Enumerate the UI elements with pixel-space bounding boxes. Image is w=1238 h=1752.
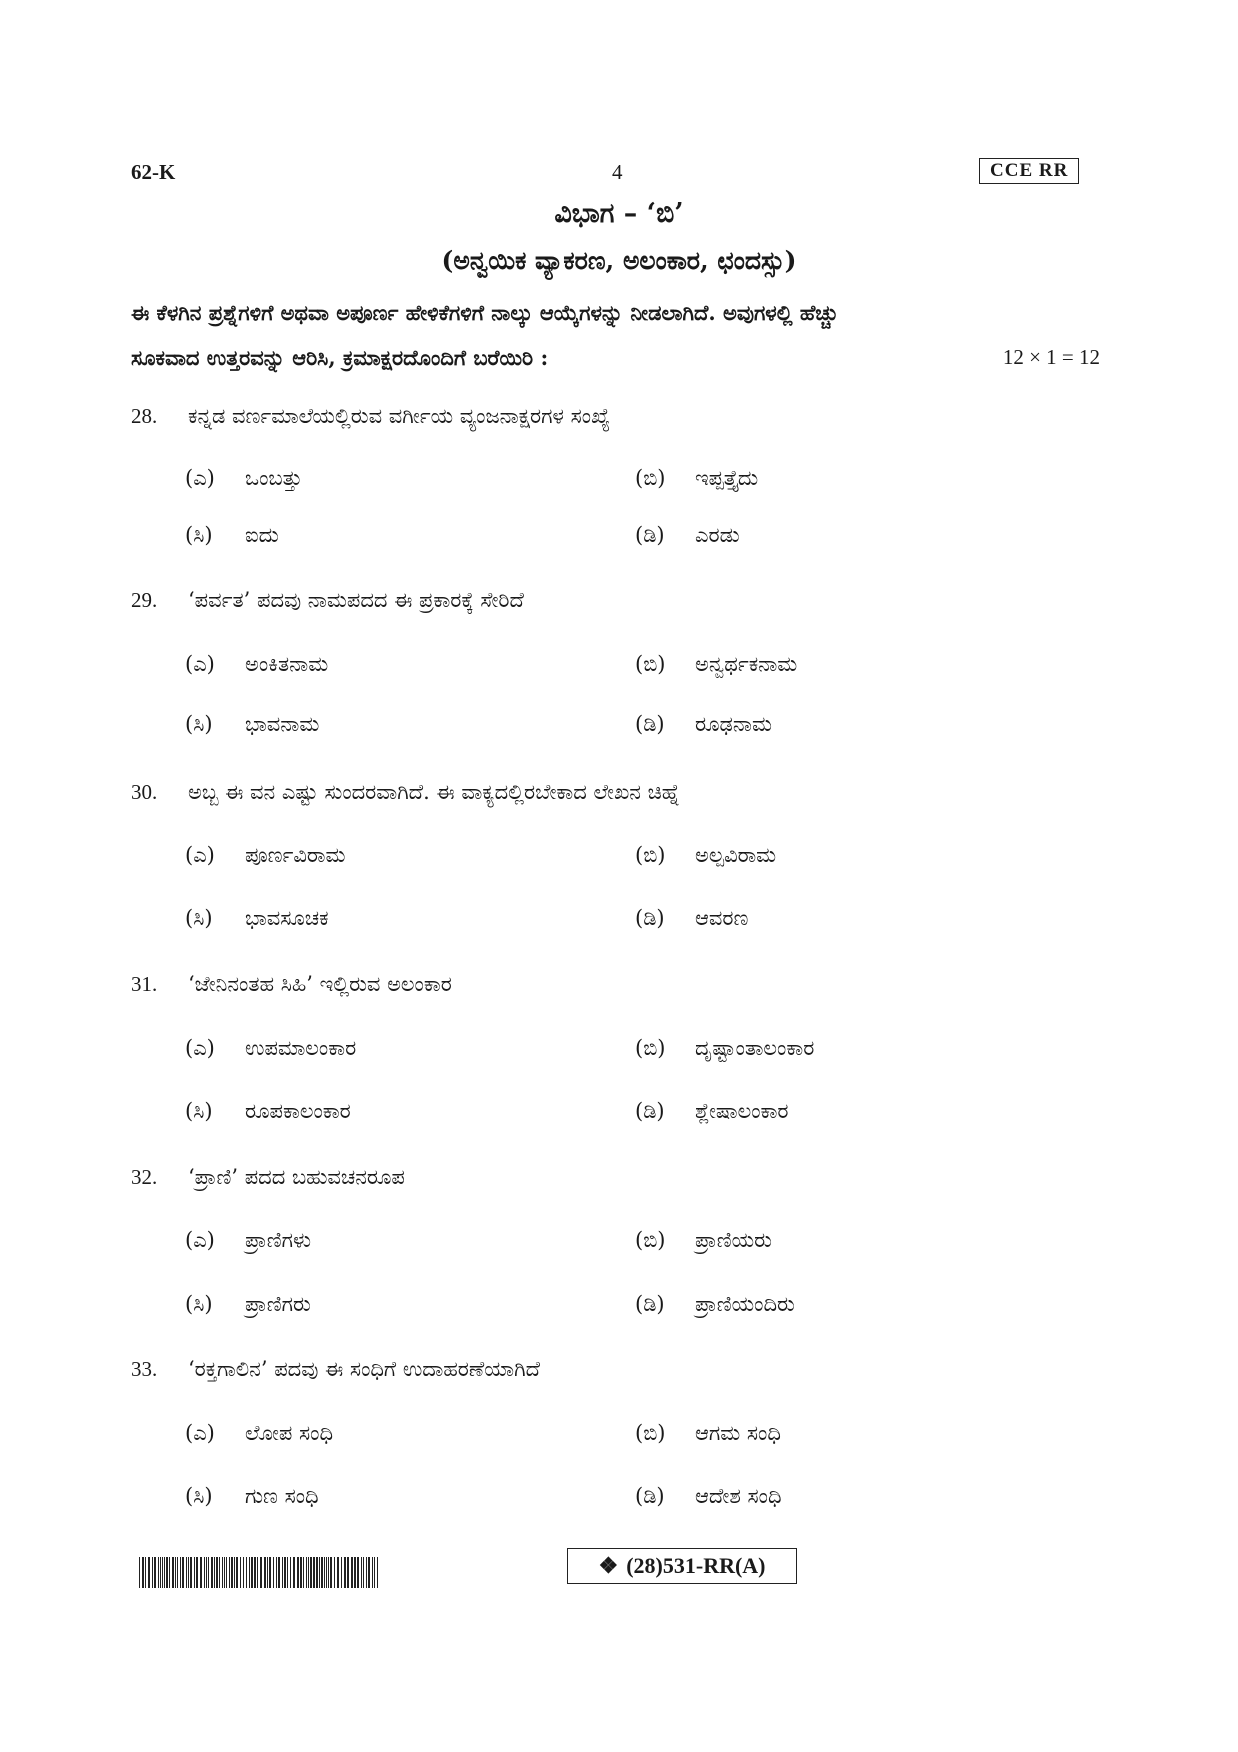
- option-text: ಐದು: [245, 523, 279, 547]
- instruction-line-1: ಈ ಕೆಳಗಿನ ಪ್ರಶ್ನೆಗಳಿಗೆ ಅಥವಾ ಅಪೂರ್ಣ ಹೇಳಿಕೆಗಳಿಗೆ ನಾಲ್ಕು ಆಯ್ಕೆಗಳನ್ನು ನೀಡಲಾಗಿದೆ. ಅವುಗಳಲ್ಲಿ ಹೆಚ್ಚು: [131, 300, 839, 325]
- option-a: [185, 652, 328, 677]
- question-33: [131, 1357, 540, 1382]
- question-number: 31.: [131, 972, 158, 996]
- option-label: (ಸಿ): [185, 712, 213, 736]
- option-d: [635, 906, 748, 931]
- option-d: [635, 712, 772, 737]
- option-label: (ಬಿ): [635, 1036, 666, 1060]
- option-label: (ಬಿ): [635, 1228, 666, 1252]
- option-label: (ಬಿ): [635, 843, 666, 867]
- question-number: 33.: [131, 1357, 158, 1381]
- option-b: [635, 843, 776, 868]
- question-text: ‘ಜೇನಿನಂತಹ ಸಿಹಿ’ ಇಲ್ಲಿರುವ ಅಲಂಕಾರ: [188, 972, 452, 996]
- marks-allocation: 12 × 1 = 12: [1002, 345, 1100, 369]
- diamond-ornament-icon: ❖: [598, 1553, 619, 1578]
- question-text: ‘ಪ್ರಾಣಿ’ ಪದದ ಬಹುವಚನರೂಪ: [188, 1165, 405, 1189]
- option-text: ರೂಢನಾಮ: [695, 712, 772, 736]
- option-label: (ಸಿ): [185, 1292, 213, 1316]
- question-number: 29.: [131, 588, 158, 612]
- option-text: ರೂಪಕಾಲಂಕಾರ: [245, 1099, 351, 1123]
- question-text: ‘ರಕ್ತಗಾಲಿನ’ ಪದವು ಈ ಸಂಧಿಗೆ ಉದಾಹರಣೆಯಾಗಿದೆ: [188, 1357, 540, 1381]
- option-text: ಪ್ರಾಣಿಗರು: [245, 1292, 311, 1316]
- question-number: 32.: [131, 1165, 158, 1189]
- page-number: 4: [612, 160, 623, 184]
- option-text: ಅಂಕಿತನಾಮ: [245, 652, 329, 676]
- question-30: [131, 780, 680, 805]
- question-28: [131, 404, 610, 429]
- option-b: [635, 1421, 781, 1446]
- option-text: ಆದೇಶ ಸಂಧಿ: [695, 1484, 782, 1508]
- option-text: ಶ್ಲೇಷಾಲಂಕಾರ: [695, 1099, 789, 1123]
- option-c: [185, 1292, 311, 1317]
- option-text: ಒಂಬತ್ತು: [245, 466, 303, 490]
- option-label: (ಡಿ): [635, 906, 665, 930]
- section-subtitle: (ಅನ್ವಯಿಕ ವ್ಯಾಕರಣ, ಅಲಂಕಾರ, ಛಂದಸ್ಸು): [441, 246, 797, 275]
- option-label: (ಸಿ): [185, 906, 213, 930]
- option-a: [185, 1228, 311, 1253]
- option-text: ಪ್ರಾಣಿಯರು: [695, 1228, 772, 1252]
- barcode-icon: [139, 1557, 382, 1588]
- option-text: ಆಗಮ ಸಂಧಿ: [695, 1421, 781, 1445]
- instruction-line-2: ಸೂಕವಾದ ಉತ್ತರವನ್ನು ಆರಿಸಿ, ಕ್ರಮಾಕ್ಷರದೊಂದಿಗೆ ಬರೆಯಿರಿ :: [131, 345, 549, 370]
- option-d: [635, 1484, 782, 1509]
- question-29: [131, 588, 524, 613]
- option-text: ಪೂರ್ಣವಿರಾಮ: [245, 843, 346, 867]
- option-text: ಆವರಣ: [695, 906, 749, 930]
- option-c: [185, 906, 329, 931]
- option-a: [185, 1036, 356, 1061]
- option-text: ದೃಷ್ಟಾಂತಾಲಂಕಾರ: [695, 1036, 815, 1060]
- option-text: ಉಪಮಾಲಂಕಾರ: [245, 1036, 357, 1060]
- option-label: (ಡಿ): [635, 1292, 665, 1316]
- footer-code-box: [567, 1548, 797, 1584]
- option-text: ಅನ್ವರ್ಥಕನಾಮ: [695, 652, 798, 676]
- option-label: (ಎ): [185, 1228, 215, 1252]
- question-32: [131, 1165, 405, 1190]
- option-c: [185, 712, 319, 737]
- option-label: (ಡಿ): [635, 712, 665, 736]
- question-number: 28.: [131, 404, 158, 428]
- option-b: [635, 652, 797, 677]
- option-b: [635, 1036, 814, 1061]
- option-c: [185, 1484, 319, 1509]
- section-title: ವಿಭಾಗ – ‘ಬಿ’: [554, 198, 684, 229]
- option-c: [185, 523, 279, 548]
- option-text: ಇಪ್ಪತ್ತೈದು: [695, 466, 759, 490]
- option-a: [185, 843, 345, 868]
- option-text: ಗುಣ ಸಂಧಿ: [245, 1484, 319, 1508]
- option-label: (ಎ): [185, 1421, 215, 1445]
- option-b: [635, 466, 758, 491]
- option-label: (ಎ): [185, 466, 215, 490]
- option-a: [185, 1421, 333, 1446]
- option-label: (ಡಿ): [635, 523, 665, 547]
- option-label: (ಬಿ): [635, 652, 666, 676]
- option-text: ಪ್ರಾಣಿಗಳು: [245, 1228, 312, 1252]
- paper-code: 62-K: [131, 160, 176, 184]
- option-d: [635, 1292, 795, 1317]
- question-number: 30.: [131, 780, 158, 804]
- option-d: [635, 1099, 788, 1124]
- footer-code: (28)531-RR(A): [626, 1553, 766, 1578]
- option-label: (ಬಿ): [635, 466, 666, 490]
- option-label: (ಡಿ): [635, 1484, 665, 1508]
- option-label: (ಎ): [185, 652, 215, 676]
- option-text: ಭಾವಸೂಚಕ: [245, 906, 329, 930]
- option-text: ಲೋಪ ಸಂಧಿ: [245, 1421, 334, 1445]
- option-label: (ಸಿ): [185, 1099, 213, 1123]
- option-label: (ಎ): [185, 843, 215, 867]
- option-text: ಭಾವನಾಮ: [245, 712, 320, 736]
- option-text: ಪ್ರಾಣಿಯಂದಿರು: [695, 1292, 795, 1316]
- option-a: [185, 466, 302, 491]
- option-label: (ಎ): [185, 1036, 215, 1060]
- option-label: (ಡಿ): [635, 1099, 665, 1123]
- option-label: (ಸಿ): [185, 1484, 213, 1508]
- question-31: [131, 972, 452, 997]
- option-d: [635, 523, 740, 548]
- option-label: (ಬಿ): [635, 1421, 666, 1445]
- option-text: ಅಲ್ಪವಿರಾಮ: [695, 843, 777, 867]
- option-c: [185, 1099, 351, 1124]
- option-label: (ಸಿ): [185, 523, 213, 547]
- option-text: ಎರಡು: [695, 523, 740, 547]
- question-text: ಅಬ್ಬ ಈ ವನ ಎಷ್ಟು ಸುಂದರವಾಗಿದೆ. ಈ ವಾಕ್ಯದಲ್ಲಿರಬೇಕಾದ ಲೇಖನ ಚಿಹ್ನೆ: [188, 780, 680, 804]
- exam-tag-box: CCE RR: [979, 158, 1079, 184]
- question-text: ಕನ್ನಡ ವರ್ಣಮಾಲೆಯಲ್ಲಿರುವ ವರ್ಗೀಯ ವ್ಯಂಜನಾಕ್ಷರಗಳ ಸಂಖ್ಯೆ: [188, 404, 611, 428]
- option-b: [635, 1228, 772, 1253]
- question-text: ‘ಪರ್ವತ’ ಪದವು ನಾಮಪದದ ಈ ಪ್ರಕಾರಕ್ಕೆ ಸೇರಿದೆ: [188, 588, 524, 612]
